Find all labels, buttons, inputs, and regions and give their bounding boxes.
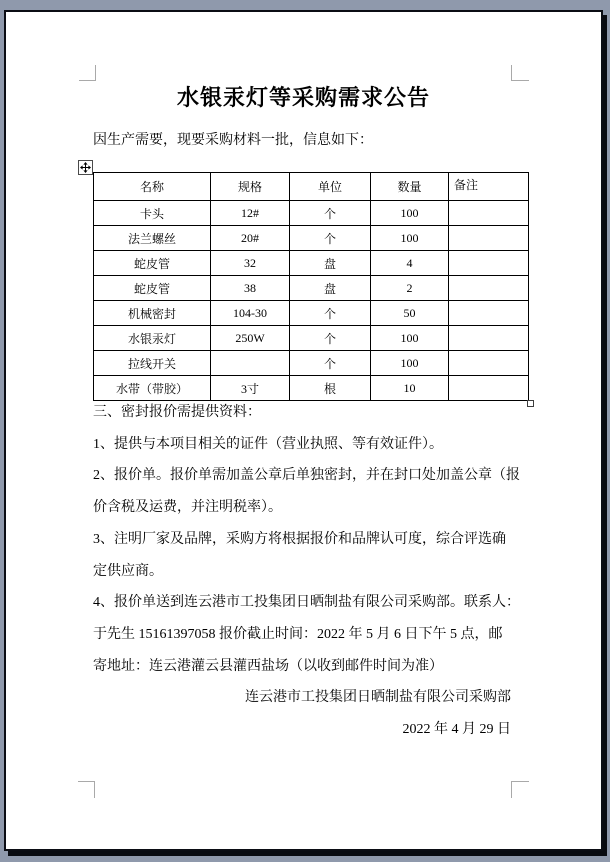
table-cell[interactable]: 10 [371,376,449,401]
table-row [94,276,529,301]
table-cell[interactable]: 盘 [290,276,371,301]
table-cell[interactable]: 个 [290,326,371,351]
body-line[interactable]: 于先生 15161397058 报价截止时间：2022 年 5 月 6 日下午 5 点，邮 [93,626,503,642]
table-cell[interactable]: 根 [290,376,371,401]
table-cell[interactable] [449,201,529,226]
table-cell[interactable]: 32 [211,251,290,276]
table-cell[interactable]: 水银汞灯 [94,326,211,351]
table-cell[interactable]: 蛇皮管 [94,276,211,301]
body-line[interactable]: 价含税及运费，并注明税率）。 [93,500,282,516]
table-cell[interactable]: 法兰螺丝 [94,226,211,251]
table-header-cell[interactable]: 数量 [371,173,449,201]
table-cell[interactable] [449,226,529,251]
body-text-block [93,397,520,746]
table-cell[interactable]: 水带（带胶） [94,376,211,401]
margin-mark-bottom-left [78,781,95,798]
intro-paragraph[interactable]: 因生产需要，现要采购材料一批，信息如下： [93,133,373,148]
table-header-cell[interactable]: 备注 [449,173,529,201]
table-row [94,351,529,376]
table-header-cell[interactable]: 规格 [211,173,290,201]
body-line[interactable]: 1、提供与本项目相关的证件（营业执照、等有效证件）。 [93,436,443,452]
table-cell[interactable]: 100 [371,326,449,351]
table-cell[interactable]: 3寸 [211,376,290,401]
table-cell[interactable]: 个 [290,226,371,251]
table-cell[interactable]: 2 [371,276,449,301]
table-header-cell[interactable]: 单位 [290,173,371,201]
table-cell[interactable]: 250W [211,326,290,351]
table-cell[interactable]: 50 [371,301,449,326]
table-cell[interactable]: 个 [290,301,371,326]
margin-mark-top-left [79,65,96,81]
table-cell[interactable] [211,351,290,376]
page-inner [6,12,601,849]
table-cell[interactable]: 个 [290,351,371,376]
table-header-row [94,173,529,201]
margin-mark-bottom-right [511,781,529,798]
table-cell[interactable] [449,326,529,351]
table-move-handle[interactable] [78,160,93,175]
body-line[interactable]: 寄地址：连云港灌云县灌西盐场（以收到邮件时间为准） [93,658,443,674]
table-cell[interactable] [449,301,529,326]
table-cell[interactable]: 机械密封 [94,301,211,326]
table-row [94,326,529,351]
table-cell[interactable] [449,251,529,276]
table-row [94,201,529,226]
body-line[interactable]: 2、报价单。报价单需加盖公章后单独密封，并在封口处加盖公章（报 [93,468,520,484]
body-line[interactable]: 连云港市工投集团日晒制盐有限公司采购部 [245,690,511,706]
body-line[interactable]: 3、注明厂家及品牌，采购方将根据报价和品牌认可度，综合评选确 [93,531,506,547]
document-page[interactable] [4,10,603,851]
table-cell[interactable]: 拉线开关 [94,351,211,376]
table-row [94,226,529,251]
materials-table [93,172,529,401]
table-cell[interactable]: 38 [211,276,290,301]
body-line[interactable]: 2022 年 4 月 29 日 [402,722,511,738]
table-cell[interactable]: 104-30 [211,301,290,326]
body-line[interactable]: 三、密封报价需提供资料： [93,405,261,420]
table-resize-handle[interactable] [527,400,534,407]
table-header-cell[interactable]: 名称 [94,173,211,201]
document-title[interactable]: 水银汞灯等采购需求公告 [176,85,430,110]
table-cell[interactable]: 12# [211,201,290,226]
margin-mark-top-right [511,65,529,81]
table-cell[interactable]: 个 [290,201,371,226]
body-line[interactable]: 4、报价单送到连云港市工投集团日晒制盐有限公司采购部。联系人： [93,595,520,611]
table-cell[interactable]: 20# [211,226,290,251]
body-line[interactable]: 定供应商。 [93,563,163,579]
table-cell[interactable]: 蛇皮管 [94,251,211,276]
table-row [94,251,529,276]
table-cell[interactable]: 盘 [290,251,371,276]
table-cell[interactable]: 100 [371,351,449,376]
table-cell[interactable] [449,351,529,376]
move-cross-icon [80,162,91,173]
table-cell[interactable]: 4 [371,251,449,276]
table-row [94,301,529,326]
table-cell[interactable]: 100 [371,201,449,226]
table-cell[interactable] [449,276,529,301]
table-cell[interactable]: 卡头 [94,201,211,226]
table-cell[interactable]: 100 [371,226,449,251]
